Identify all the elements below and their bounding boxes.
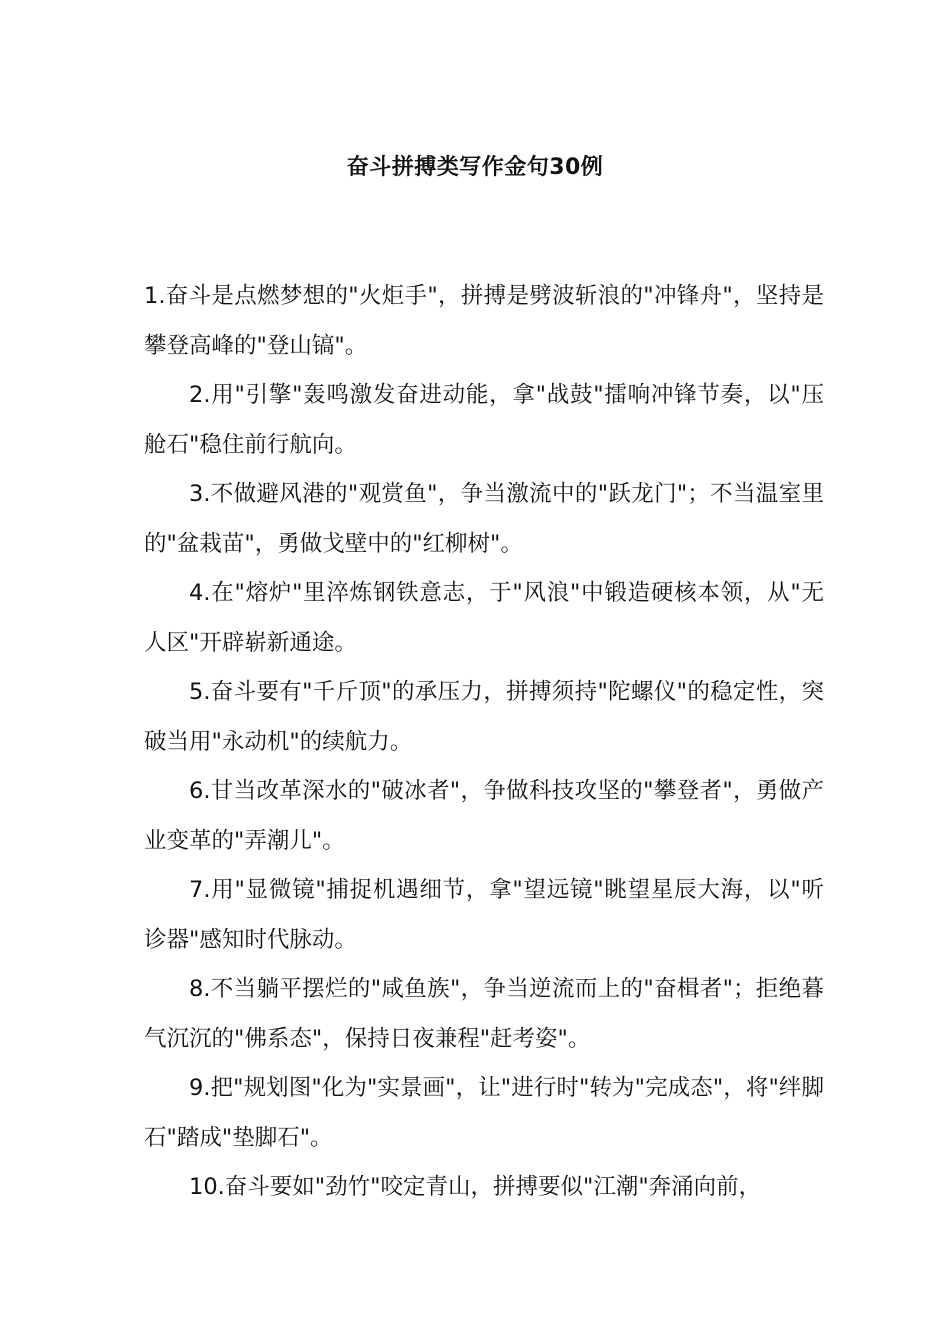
paragraph-2: 2.用"引擎"轰鸣激发奋进动能，拿"战鼓"擂响冲锋节奏，以"压舱石"稳住前行航向。 — [144, 382, 824, 458]
document-body — [144, 272, 824, 1213]
page-title: 奋斗拼搏类写作金句30例 — [346, 155, 604, 180]
paragraph-7: 7.用"显微镜"捕捉机遇细节，拿"望远镜"眺望星辰大海，以"听诊器"感知时代脉动。 — [144, 877, 824, 953]
paragraph-4: 4.在"熔炉"里淬炼钢铁意志，于"风浪"中锻造硬核本领，从"无人区"开辟崭新通途。 — [144, 580, 824, 656]
paragraph-10: 10.奋斗要如"劲竹"咬定青山，拼搏要似"江潮"奔涌向前， — [189, 1174, 762, 1200]
paragraph-3: 3.不做避风港的"观赏鱼"，争当激流中的"跃龙门"；不当温室里的"盆栽苗"，勇做戈壁中的"红柳树"。 — [144, 481, 824, 557]
paragraph-9: 9.把"规划图"化为"实景画"，让"进行时"转为"完成态"，将"绊脚石"踏成"垫脚石"。 — [144, 1075, 824, 1151]
paragraph-6: 6.甘当改革深水的"破冰者"，争做科技攻坚的"攀登者"，勇做产业变革的"弄潮儿"。 — [144, 778, 824, 854]
paragraph-1: 1.奋斗是点燃梦想的"火炬手"，拼搏是劈波斩浪的"冲锋舟"，坚持是攀登高峰的"登山镐"。 — [144, 283, 824, 359]
paragraph-5: 5.奋斗要有"千斤顶"的承压力，拼搏须持"陀螺仪"的稳定性，突破当用"永动机"的续航力。 — [144, 679, 824, 755]
paragraph-8: 8.不当躺平摆烂的"咸鱼族"，争当逆流而上的"奋楫者"；拒绝暮气沉沉的"佛系态"，保持日夜兼程"赶考姿"。 — [144, 976, 824, 1052]
